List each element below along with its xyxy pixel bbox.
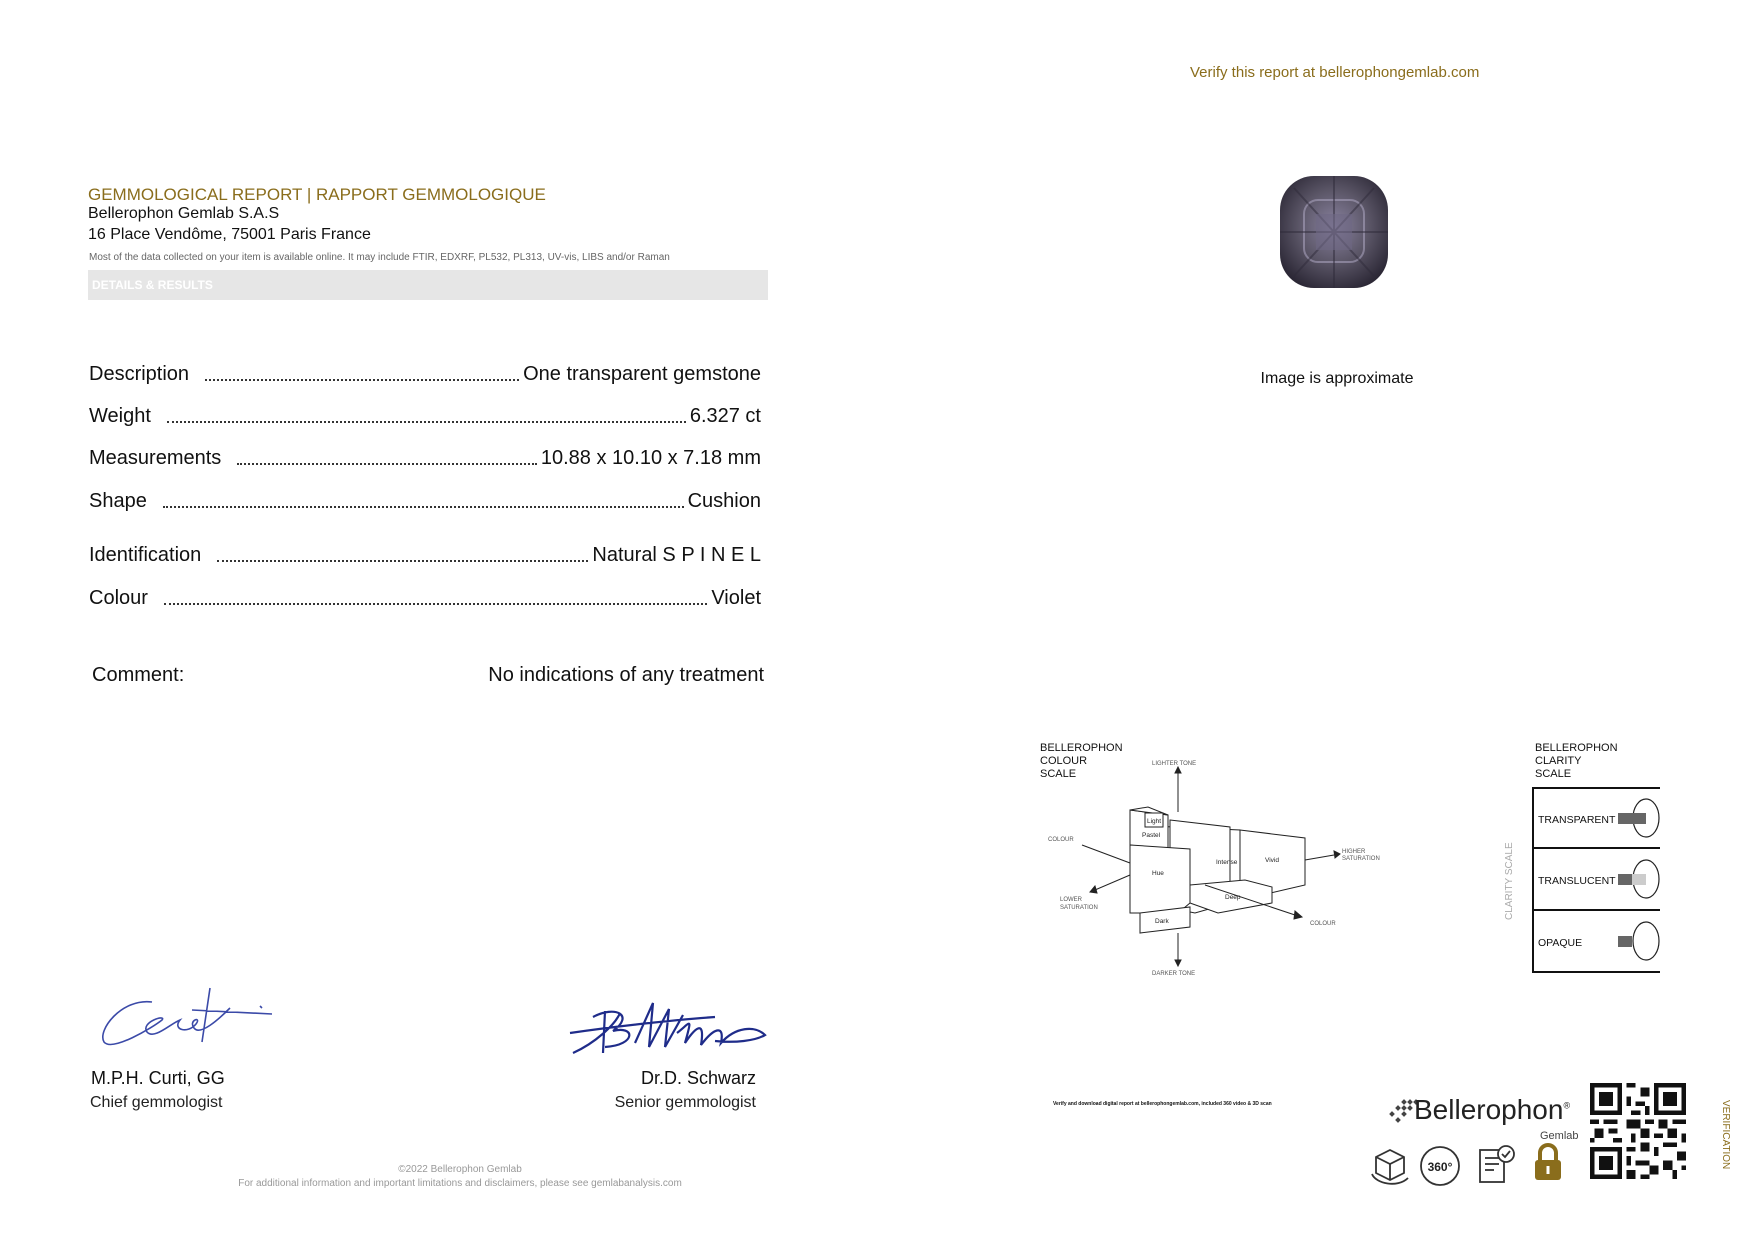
badge-360-icon[interactable] xyxy=(1418,1144,1462,1188)
signer-role-1: Chief gemmologist xyxy=(90,1094,223,1111)
detail-value: One transparent gemstone xyxy=(523,363,761,385)
arrow-head xyxy=(1175,960,1181,966)
clarity-beam-translucent xyxy=(1618,874,1632,885)
label-vivid: Vivid xyxy=(1265,857,1279,864)
leader-dots xyxy=(217,560,588,562)
company-name: Bellerophon Gemlab S.A.S xyxy=(88,205,280,222)
detail-label: Measurements xyxy=(89,447,222,469)
verify-link[interactable]: Verify this report at bellerophongemlab.com xyxy=(1190,64,1480,81)
label-hue: Hue xyxy=(1152,870,1164,877)
detail-value: Violet xyxy=(711,587,761,609)
label-colour-right: COLOUR xyxy=(1310,921,1336,927)
section-label: DETAILS & RESULTS xyxy=(92,278,213,292)
label-lighter-tone: LIGHTER TONE xyxy=(1152,761,1197,767)
label-higher-sat: SATURATION xyxy=(1342,856,1380,862)
certificate-icon[interactable] xyxy=(1474,1142,1518,1186)
lock-icon[interactable] xyxy=(1526,1140,1570,1184)
brand-name-text: Bellerophon xyxy=(1414,1094,1564,1125)
arrow-colour-left xyxy=(1082,845,1130,863)
arrow-lower-sat xyxy=(1095,875,1130,890)
report-title: GEMMOLOGICAL REPORT | RAPPORT GEMMOLOGIQUE xyxy=(88,185,546,204)
signer-name-1: M.P.H. Curti, GG xyxy=(91,1068,225,1088)
clarity-scale-title-line: BELLEROPHON xyxy=(1535,742,1618,754)
clarity-beam-translucent-fade xyxy=(1632,874,1646,885)
image-caption: Image is approximate xyxy=(1260,370,1414,387)
label-lower-sat: SATURATION xyxy=(1060,905,1098,911)
label-intense: Intense xyxy=(1216,859,1238,866)
clarity-level-label: TRANSPARENT xyxy=(1538,814,1616,826)
clarity-scale-title-line: SCALE xyxy=(1535,768,1572,780)
label-light: Light xyxy=(1147,818,1162,825)
detail-row-measurements xyxy=(89,444,761,470)
detail-row-colour xyxy=(89,584,761,610)
arrow-higher-sat xyxy=(1305,855,1334,860)
leader-dots xyxy=(237,463,537,465)
label-darker-tone: DARKER TONE xyxy=(1152,971,1196,977)
copyright: ©2022 Bellerophon Gemlab xyxy=(398,1164,522,1175)
detail-row-description xyxy=(89,360,761,386)
verification-label: VERIFICATION xyxy=(1720,1100,1731,1170)
colour-scale-title-line: COLOUR xyxy=(1040,755,1088,767)
arrow-head xyxy=(1334,851,1340,858)
signature-schwarz xyxy=(565,995,775,1065)
arrow-head xyxy=(1294,911,1302,919)
detail-value: 6.327 ct xyxy=(689,405,761,427)
clarity-level-label: OPAQUE xyxy=(1538,937,1583,949)
colour-scale-title-line: BELLEROPHON xyxy=(1040,742,1123,754)
clarity-scale-title-line: CLARITY xyxy=(1535,755,1582,767)
detail-row-weight xyxy=(89,402,761,428)
comment-label: Comment: xyxy=(92,664,185,686)
detail-value: Natural S P I N E L xyxy=(592,544,761,566)
detail-label: Colour xyxy=(89,587,148,609)
leader-dots xyxy=(164,603,707,605)
detail-label: Weight xyxy=(89,405,151,427)
clarity-level-label: TRANSLUCENT xyxy=(1538,875,1616,887)
signer-role-2: Senior gemmologist xyxy=(614,1094,756,1111)
brand-name xyxy=(1414,1094,1570,1126)
colour-scale-title-line: SCALE xyxy=(1040,768,1077,780)
verification-label-box xyxy=(1717,1100,1731,1180)
qr-code-icon[interactable] xyxy=(1590,1083,1686,1179)
clarity-scale-title xyxy=(1535,742,1618,781)
clarity-side-label: CLARITY SCALE xyxy=(1504,842,1515,920)
leader-dots xyxy=(163,506,684,508)
brand-subtitle: Gemlab xyxy=(1540,1130,1579,1142)
arrow-head xyxy=(1175,767,1181,773)
section-bar xyxy=(88,270,768,300)
arrow-head xyxy=(1090,886,1097,893)
leader-dots xyxy=(205,379,519,381)
clarity-beam-opaque xyxy=(1618,936,1632,947)
clarity-lens-opaque xyxy=(1633,922,1659,960)
detail-value: Cushion xyxy=(687,490,761,512)
detail-label: Shape xyxy=(89,490,147,512)
data-note: Most of the data collected on your item is available online. It may include FTIR, EDXRF, PL532, PL313, UV-vis, LIBS and/or Raman xyxy=(89,252,670,263)
label-colour-left: COLOUR xyxy=(1048,837,1074,843)
gemstone-image xyxy=(1270,168,1398,296)
signer-name-2: Dr.D. Schwarz xyxy=(640,1068,756,1088)
label-deep: Deep xyxy=(1225,894,1241,901)
brand-mark: ® xyxy=(1563,1100,1571,1111)
cube-3d-icon[interactable] xyxy=(1368,1144,1412,1188)
digital-report-note: Verify and download digital report at bellerophongemlab.com, included 360 video & 3D scan xyxy=(1053,1101,1272,1107)
disclaimer: For additional information and important limitations and disclaimers, please see gemlabanalysis.com xyxy=(238,1178,682,1189)
badge-360-text: 360° xyxy=(1427,1160,1453,1174)
label-dark: Dark xyxy=(1155,918,1169,925)
signature-curti xyxy=(92,980,282,1060)
label-lower-sat: LOWER xyxy=(1060,897,1083,903)
detail-row-shape xyxy=(89,487,761,513)
company-address: 16 Place Vendôme, 75001 Paris France xyxy=(88,226,371,243)
label-pastel: Pastel xyxy=(1142,832,1161,839)
diagram-block-hue xyxy=(1130,845,1190,913)
detail-row-identification xyxy=(89,541,761,567)
detail-label: Description xyxy=(89,363,190,385)
clarity-beam-transparent xyxy=(1618,813,1646,824)
detail-label: Identification xyxy=(89,544,202,566)
clarity-side-label-box xyxy=(1504,842,1518,1000)
detail-value: 10.88 x 10.10 x 7.18 mm xyxy=(540,447,761,469)
leader-dots xyxy=(167,421,686,423)
comment-value: No indications of any treatment xyxy=(488,664,764,686)
comment-row xyxy=(92,664,764,687)
label-higher-sat: HIGHER xyxy=(1342,849,1366,855)
clarity-scale-diagram xyxy=(1530,785,1670,975)
